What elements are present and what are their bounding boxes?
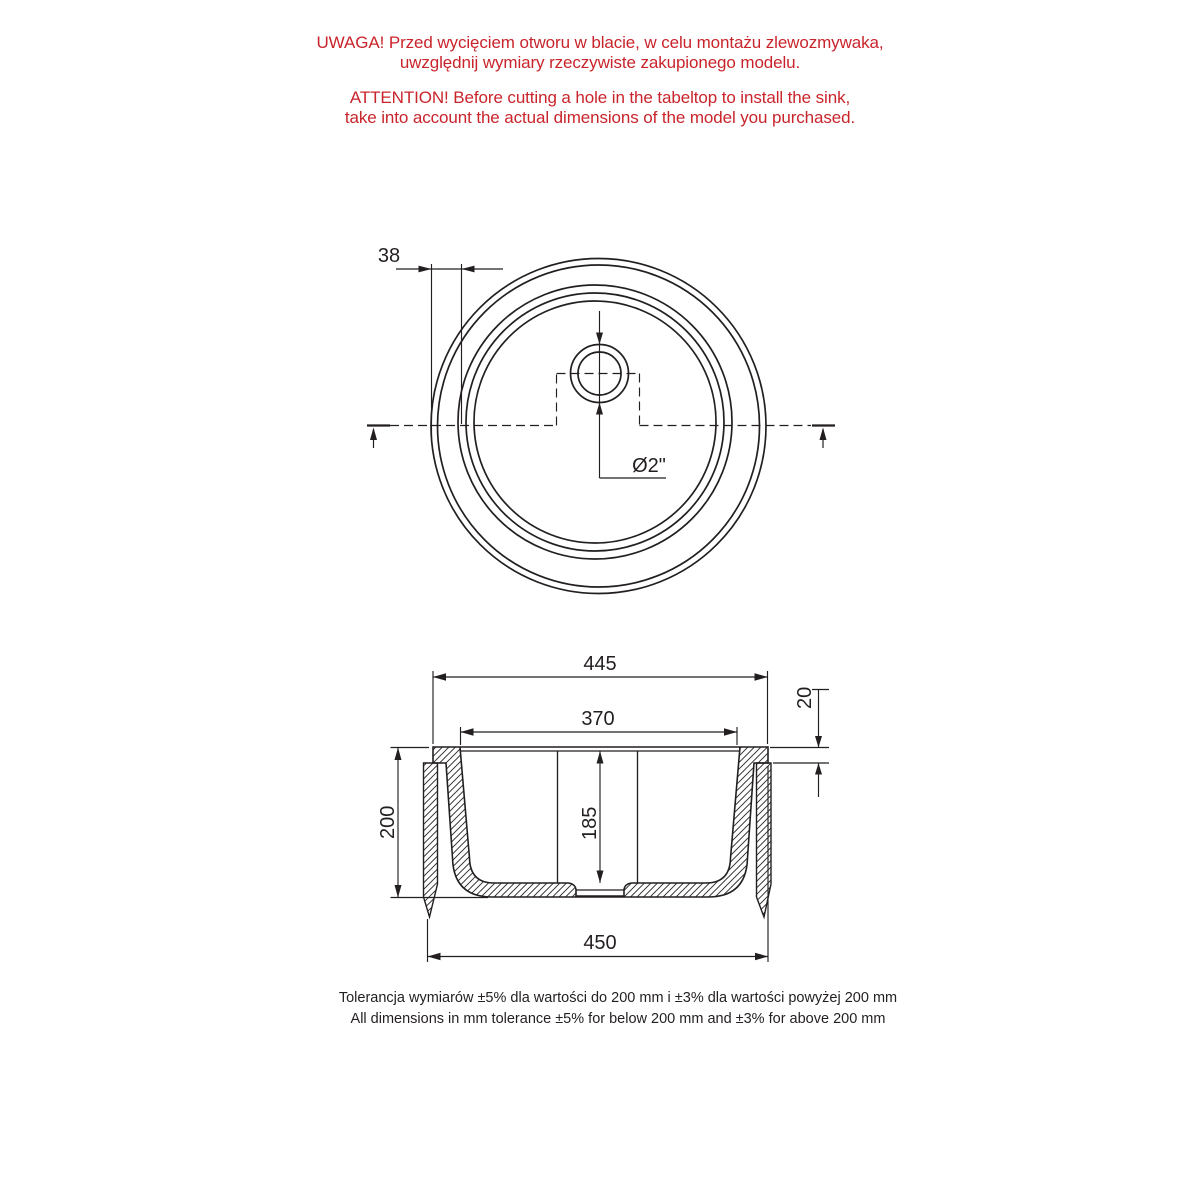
dim-label-overall-width: 450 bbox=[583, 932, 617, 954]
countertop-section-right bbox=[757, 763, 772, 917]
bowl-bottom-circle bbox=[474, 301, 716, 543]
bowl-rim-circle bbox=[458, 285, 732, 559]
warning-en-line1: ATTENTION! Before cutting a hole in the tabeltop to install the sink, bbox=[349, 88, 851, 107]
tolerance-en: All dimensions in mm tolerance ±5% for below 200 mm and ±3% for above 200 mm bbox=[350, 1010, 886, 1027]
tolerance-pl: Tolerancja wymiarów ±5% dla wartości do 200 mm i ±3% dla wartości powyżej 200 mm bbox=[338, 990, 898, 1006]
dim-label-bowl-depth: 185 bbox=[579, 806, 601, 840]
warning-en-line2: take into account the actual dimensions of the model you purchased. bbox=[344, 107, 856, 127]
section-marker-right bbox=[812, 426, 835, 449]
bowl-top-circle bbox=[466, 293, 724, 551]
warning-pl-line1: UWAGA! Przed wycięciem otworu w blacie, w celu montażu zlewozmywaka, bbox=[316, 33, 884, 52]
dim-label-flange-width: 445 bbox=[583, 653, 617, 675]
dim-label-bowl-opening: 370 bbox=[581, 708, 615, 730]
warning-pl-line2: uwzględnij wymiary rzeczywiste zakupionego modelu. bbox=[399, 52, 801, 72]
cross-section-drawing bbox=[377, 653, 829, 962]
dim-label-flange-height: 20 bbox=[794, 686, 816, 709]
tolerance-note bbox=[18, 988, 1200, 1029]
dim-label-rim-width: 38 bbox=[377, 245, 401, 267]
countertop-section-left bbox=[424, 763, 438, 917]
top-view-drawing bbox=[367, 245, 835, 594]
dim-label-drain-diameter: Ø2" bbox=[632, 455, 666, 477]
section-cut-line bbox=[390, 374, 811, 426]
dim-label-total-depth: 200 bbox=[377, 805, 399, 839]
section-marker-left bbox=[367, 426, 390, 449]
